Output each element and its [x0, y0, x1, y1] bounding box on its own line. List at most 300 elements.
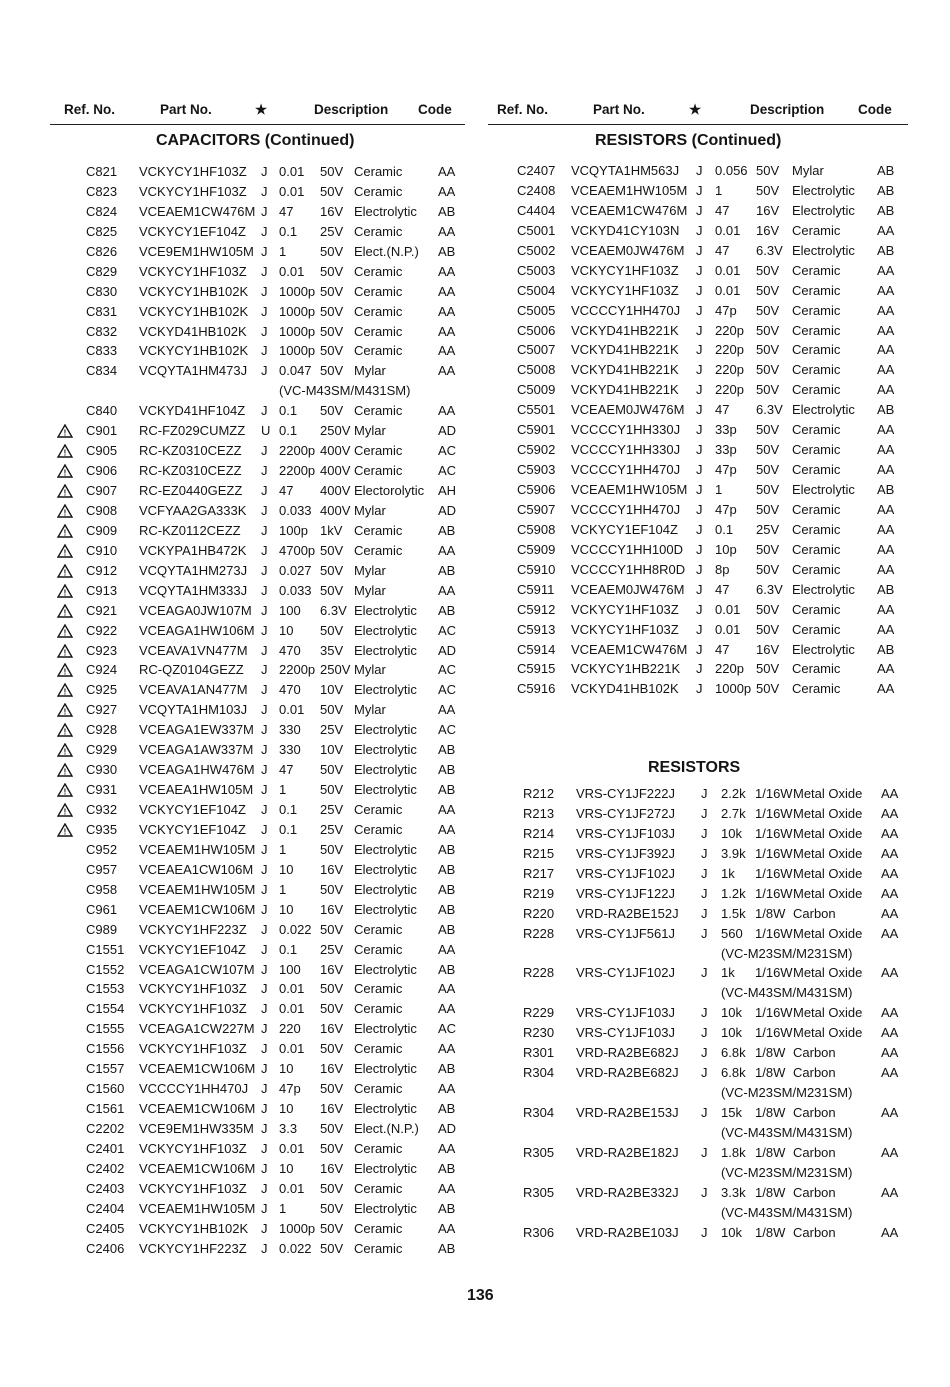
- rating: 50V: [320, 1200, 344, 1216]
- part-no: VCEAEM1CW476M: [571, 202, 688, 218]
- part-no: VRD-RA2BE332J: [576, 1184, 679, 1200]
- mark: J: [701, 925, 708, 941]
- part-row: [50, 840, 465, 860]
- header-code: Code: [858, 102, 892, 117]
- mark: J: [696, 442, 703, 458]
- rating: 25V: [320, 941, 344, 957]
- price-code: AA: [881, 1224, 899, 1240]
- part-no: VCEAGA1HW106M: [139, 622, 255, 638]
- mark: J: [261, 722, 268, 738]
- rating: 50V: [320, 343, 344, 359]
- price-code: AA: [881, 805, 899, 821]
- ref-no: C1555: [86, 1021, 125, 1037]
- svg-text:!: !: [63, 787, 67, 797]
- header-part-no: Part No.: [160, 102, 212, 117]
- part-row: [50, 680, 465, 700]
- ref-no: C823: [86, 183, 118, 199]
- price-code: AA: [438, 981, 456, 997]
- ref-no: C952: [86, 841, 118, 857]
- model-note-row: [488, 944, 908, 964]
- part-no: VCCCCY1HH470J: [139, 1081, 249, 1097]
- ref-no: R219: [523, 885, 555, 901]
- price-code: AA: [877, 442, 895, 458]
- mark: J: [701, 905, 708, 921]
- description: Ceramic: [792, 322, 841, 338]
- rating: 50V: [320, 582, 344, 598]
- part-no: VCEAEM1HW105M: [139, 841, 256, 857]
- ref-no: C910: [86, 542, 118, 558]
- description: Ceramic: [354, 323, 403, 339]
- mark: J: [696, 282, 703, 298]
- mark: J: [261, 1180, 268, 1196]
- price-code: AA: [881, 925, 899, 941]
- part-no: VCQYTA1HM473J: [139, 363, 248, 379]
- rating: 50V: [756, 621, 780, 637]
- part-no: VCEAGA1HW476M: [139, 762, 255, 778]
- column-header: [50, 100, 465, 125]
- part-row: [488, 679, 908, 699]
- ref-no: C5008: [517, 362, 556, 378]
- model-note: (VC-M23SM/M231SM): [721, 1085, 853, 1101]
- part-no: VCQYTA1HM563J: [571, 163, 680, 178]
- mark: J: [701, 805, 708, 821]
- rating: 50V: [756, 382, 780, 398]
- rating: 1/8W: [755, 1065, 786, 1081]
- part-row: [50, 222, 465, 242]
- mark: J: [696, 262, 703, 278]
- rating: 1/8W: [755, 1184, 786, 1200]
- description: Carbon: [793, 1184, 836, 1200]
- mark: J: [696, 501, 703, 517]
- part-row: [50, 242, 465, 262]
- part-no: VRS-CY1JF561J: [576, 925, 675, 941]
- ref-no: R229: [523, 1005, 555, 1021]
- svg-text:!: !: [63, 608, 67, 618]
- ref-no: R305: [523, 1184, 555, 1200]
- part-row: [488, 904, 908, 924]
- price-code: AB: [438, 901, 456, 917]
- ref-no: R215: [523, 845, 555, 861]
- mark: J: [261, 921, 268, 937]
- part-no: VRS-CY1JF222J: [576, 786, 675, 801]
- rating: 16V: [320, 1061, 344, 1077]
- model-note: (VC-M23SM/M231SM): [721, 945, 853, 961]
- value: 47: [715, 641, 730, 657]
- description: Ceramic: [354, 303, 403, 319]
- part-row: [488, 241, 908, 261]
- price-code: AA: [881, 965, 899, 981]
- part-no: VCCCCY1HH330J: [571, 422, 681, 438]
- price-code: AA: [438, 1140, 456, 1156]
- price-code: AA: [877, 422, 895, 438]
- mark: J: [261, 223, 268, 239]
- value: 0.01: [279, 702, 305, 718]
- description: Electrolytic: [792, 482, 855, 497]
- part-no: VCKYD41CY103N: [571, 222, 680, 238]
- price-code: AB: [438, 243, 456, 259]
- ref-no: C840: [86, 403, 118, 419]
- value: 47p: [715, 501, 737, 517]
- ref-no: C929: [86, 742, 118, 758]
- mark: J: [701, 786, 708, 801]
- price-code: AA: [877, 601, 895, 617]
- value: 0.027: [279, 562, 312, 578]
- parts-list: [50, 162, 465, 1259]
- description: Ceramic: [354, 463, 403, 479]
- rating: 1/16W: [755, 1025, 793, 1041]
- part-no: VCEAEM1HW105M: [571, 482, 688, 497]
- value: 1000p: [715, 681, 752, 697]
- ref-no: C913: [86, 582, 118, 598]
- part-row: [50, 561, 465, 581]
- value: 0.1: [279, 821, 298, 837]
- rating: 50V: [320, 921, 344, 937]
- mark: J: [696, 402, 703, 418]
- header-description: Description: [750, 102, 825, 117]
- value: 0.1: [715, 521, 734, 537]
- rating: 50V: [756, 422, 780, 438]
- mark: J: [261, 881, 268, 897]
- part-no: VRD-RA2BE153J: [576, 1105, 679, 1120]
- price-code: AA: [438, 164, 456, 179]
- part-no: VCKYCY1HB102K: [139, 283, 249, 299]
- price-code: AA: [881, 1065, 899, 1081]
- value: 10k: [721, 1005, 742, 1021]
- description: Mylar: [792, 163, 824, 178]
- rating: 50V: [756, 561, 780, 577]
- part-row: [50, 282, 465, 302]
- price-code: AD: [438, 1121, 457, 1136]
- mark: J: [261, 682, 268, 698]
- price-code: AA: [877, 342, 895, 358]
- value: 1: [279, 881, 287, 897]
- description: Electrolytic: [354, 901, 417, 917]
- description: Ceramic: [354, 1001, 403, 1017]
- price-code: AB: [438, 841, 456, 857]
- value: 47p: [715, 462, 737, 478]
- price-code: AA: [438, 1041, 456, 1057]
- description: Metal Oxide: [793, 845, 863, 861]
- mark: J: [261, 1220, 268, 1236]
- price-code: AA: [438, 1081, 456, 1097]
- ref-no: C1552: [86, 961, 125, 977]
- ref-no: C957: [86, 861, 118, 877]
- part-no: VCEAEM1CW476M: [571, 641, 688, 657]
- mark: J: [261, 1121, 268, 1136]
- description: Metal Oxide: [793, 805, 863, 821]
- mark: J: [696, 322, 703, 338]
- warning-triangle-icon: [57, 544, 73, 558]
- ref-no: C5501: [517, 402, 556, 418]
- mark: J: [261, 841, 268, 857]
- mark: J: [696, 242, 703, 258]
- part-row: [50, 1079, 465, 1099]
- part-no: VCEAGA1EW337M: [139, 722, 254, 738]
- value: 33p: [715, 422, 737, 438]
- mark: J: [261, 323, 268, 339]
- description: Ceramic: [354, 1081, 403, 1097]
- description: Ceramic: [354, 1240, 403, 1256]
- price-code: AA: [881, 1144, 899, 1160]
- value: 3.3: [279, 1121, 298, 1136]
- description: Ceramic: [792, 422, 841, 438]
- svg-text:!: !: [63, 488, 67, 498]
- rating: 50V: [756, 541, 780, 557]
- mark: J: [261, 303, 268, 319]
- rating: 50V: [320, 283, 344, 299]
- ref-no: C907: [86, 483, 118, 498]
- warning-triangle-icon: [57, 663, 73, 677]
- ref-no: C831: [86, 303, 118, 319]
- value: 47p: [715, 302, 737, 318]
- price-code: AB: [877, 202, 895, 218]
- part-row: [50, 481, 465, 501]
- mark: J: [696, 163, 703, 178]
- part-no: VCEAGA1CW227M: [139, 1021, 255, 1037]
- section-title-resistors: RESISTORS: [648, 759, 741, 776]
- ref-no: C5912: [517, 601, 556, 617]
- warning-triangle-icon: [57, 464, 73, 478]
- mark: J: [701, 1224, 708, 1240]
- value: 8p: [715, 561, 730, 577]
- part-row: [50, 441, 465, 461]
- description: Carbon: [793, 905, 836, 921]
- mark: J: [696, 202, 703, 218]
- mark: J: [261, 243, 268, 259]
- rating: 400V: [320, 463, 351, 479]
- rating: 50V: [320, 702, 344, 718]
- rating: 6.3V: [320, 602, 347, 618]
- ref-no: C2407: [517, 163, 556, 178]
- model-note: (VC-M23SM/M231SM): [721, 1164, 853, 1180]
- part-row: [50, 182, 465, 202]
- part-row: [488, 540, 908, 560]
- description: Ceramic: [792, 462, 841, 478]
- price-code: AA: [881, 1184, 899, 1200]
- description: Ceramic: [354, 542, 403, 558]
- part-no: VCEAGA0JW107M: [139, 602, 252, 618]
- part-no: VCQYTA1HM103J: [139, 702, 248, 718]
- value: 220: [279, 1021, 301, 1037]
- value: 2200p: [279, 443, 316, 459]
- mark: J: [261, 203, 268, 219]
- price-code: AA: [877, 661, 895, 677]
- price-code: AC: [438, 682, 457, 698]
- part-no: VCEAEM1CW106M: [139, 1101, 256, 1117]
- value: 0.1: [279, 802, 298, 817]
- part-row: [50, 700, 465, 720]
- part-row: [50, 361, 465, 381]
- mark: J: [701, 1025, 708, 1041]
- description: Metal Oxide: [793, 825, 863, 841]
- value: 0.01: [279, 981, 305, 997]
- description: Elect.(N.P.): [354, 243, 419, 259]
- price-code: AB: [438, 1160, 456, 1176]
- part-row: [488, 1023, 908, 1043]
- value: 0.1: [279, 941, 298, 957]
- value: 0.01: [279, 1001, 305, 1017]
- mark: J: [696, 302, 703, 318]
- description: Electrolytic: [354, 1200, 417, 1216]
- ref-no: C829: [86, 263, 118, 279]
- part-row: [50, 660, 465, 680]
- value: 1k: [721, 865, 735, 881]
- price-code: AA: [438, 542, 456, 558]
- part-no: VRS-CY1JF102J: [576, 865, 675, 881]
- part-row: [488, 500, 908, 520]
- description: Electrolytic: [354, 1061, 417, 1077]
- part-row: [488, 400, 908, 420]
- ref-no: C833: [86, 343, 118, 359]
- part-row: [488, 301, 908, 321]
- ref-no: C824: [86, 203, 118, 219]
- part-row: [50, 1039, 465, 1059]
- mark: J: [701, 965, 708, 981]
- part-no: VCKYCY1HB102K: [139, 343, 249, 359]
- part-no: VRS-CY1JF103J: [576, 825, 675, 841]
- part-row: [50, 1219, 465, 1239]
- rating: 50V: [756, 282, 780, 298]
- description: Carbon: [793, 1065, 836, 1081]
- description: Ceramic: [792, 342, 841, 358]
- price-code: AA: [877, 322, 895, 338]
- price-code: AA: [877, 302, 895, 318]
- price-code: AA: [438, 1001, 456, 1017]
- part-row: [488, 380, 908, 400]
- part-row: [50, 162, 465, 182]
- warning-triangle-icon: [57, 723, 73, 737]
- rating: 1/16W: [755, 885, 793, 901]
- mark: J: [701, 1005, 708, 1021]
- rating: 50V: [320, 841, 344, 857]
- value: 10: [279, 1101, 294, 1117]
- header-ref-no: Ref. No.: [64, 102, 116, 117]
- rating: 16V: [756, 202, 780, 218]
- price-code: AB: [877, 182, 895, 198]
- mark: J: [261, 483, 268, 498]
- mark: J: [261, 1041, 268, 1057]
- value: 2200p: [279, 662, 316, 678]
- part-no: VCQYTA1HM333J: [139, 582, 248, 598]
- description: Ceramic: [354, 1220, 403, 1236]
- part-row: [50, 1239, 465, 1259]
- rating: 16V: [320, 1101, 344, 1117]
- rating: 50V: [320, 323, 344, 339]
- description: Ceramic: [792, 681, 841, 697]
- ref-no: C2404: [86, 1200, 125, 1216]
- rating: 16V: [756, 641, 780, 657]
- description: Metal Oxide: [793, 865, 863, 881]
- rating: 50V: [320, 981, 344, 997]
- rating: 1/16W: [755, 865, 793, 881]
- description: Metal Oxide: [793, 1025, 863, 1041]
- ref-no: C923: [86, 642, 118, 658]
- part-row: [488, 580, 908, 600]
- description: Ceramic: [354, 981, 403, 997]
- warning-triangle-icon: [57, 743, 73, 757]
- value: 1: [279, 243, 287, 259]
- description: Mylar: [354, 702, 386, 718]
- ref-no: C909: [86, 522, 118, 538]
- price-code: AA: [438, 303, 456, 319]
- part-no: RC-QZ0104GEZZ: [139, 662, 244, 678]
- rating: 50V: [756, 661, 780, 677]
- part-row: [488, 884, 908, 904]
- part-row: [50, 501, 465, 521]
- warning-triangle-icon: [57, 624, 73, 638]
- description: Electrolytic: [792, 402, 855, 418]
- part-no: VCEAEM0JW476M: [571, 242, 685, 258]
- ref-no: R306: [523, 1224, 555, 1240]
- description: Ceramic: [792, 442, 841, 458]
- mark: J: [261, 782, 268, 798]
- part-no: VRS-CY1JF392J: [576, 845, 675, 861]
- warning-triangle-icon: [57, 644, 73, 658]
- value: 1k: [721, 965, 735, 981]
- description: Ceramic: [354, 343, 403, 359]
- price-code: AB: [877, 402, 895, 418]
- part-no: VCCCCY1HH8R0D: [571, 561, 686, 577]
- part-row: [50, 341, 465, 361]
- value: 10k: [721, 1224, 742, 1240]
- rating: 25V: [320, 821, 344, 837]
- ref-no: R304: [523, 1065, 555, 1081]
- ref-no: C4404: [517, 202, 556, 218]
- mark: J: [261, 403, 268, 419]
- ref-no: R214: [523, 825, 555, 841]
- description: Ceramic: [792, 561, 841, 577]
- part-no: VCKYCY1EF104Z: [139, 941, 246, 957]
- warning-triangle-icon: [57, 783, 73, 797]
- mark: J: [261, 283, 268, 299]
- rating: 6.3V: [756, 402, 783, 418]
- part-no: VCEAGA1CW107M: [139, 961, 255, 977]
- ref-no: C826: [86, 243, 118, 259]
- parts-list: [488, 161, 908, 699]
- mark: J: [261, 1081, 268, 1097]
- description: Electrolytic: [354, 1160, 417, 1176]
- description: Electrolytic: [792, 242, 855, 258]
- mark: J: [696, 561, 703, 577]
- description: Carbon: [793, 1144, 836, 1160]
- value: 2.2k: [721, 786, 746, 801]
- parts-list-resistors: [488, 784, 908, 1243]
- price-code: AB: [438, 861, 456, 877]
- part-row: [488, 340, 908, 360]
- part-row: [488, 1063, 908, 1083]
- description: Ceramic: [354, 223, 403, 239]
- warning-triangle-icon: [57, 444, 73, 458]
- value: 3.9k: [721, 845, 746, 861]
- mark: J: [261, 502, 268, 518]
- price-code: AA: [877, 541, 895, 557]
- mark: J: [261, 981, 268, 997]
- value: 0.1: [279, 423, 298, 439]
- rating: 16V: [320, 203, 344, 219]
- part-no: RC-KZ0310CEZZ: [139, 463, 242, 479]
- price-code: AB: [877, 242, 895, 258]
- mark: J: [261, 164, 268, 179]
- rating: 50V: [320, 1001, 344, 1017]
- value: 1.2k: [721, 885, 746, 901]
- mark: J: [696, 462, 703, 478]
- mark: J: [261, 1240, 268, 1256]
- ref-no: C2401: [86, 1140, 125, 1156]
- rating: 1/16W: [755, 925, 793, 941]
- part-row: [488, 281, 908, 301]
- price-code: AA: [438, 1180, 456, 1196]
- mark: J: [261, 941, 268, 957]
